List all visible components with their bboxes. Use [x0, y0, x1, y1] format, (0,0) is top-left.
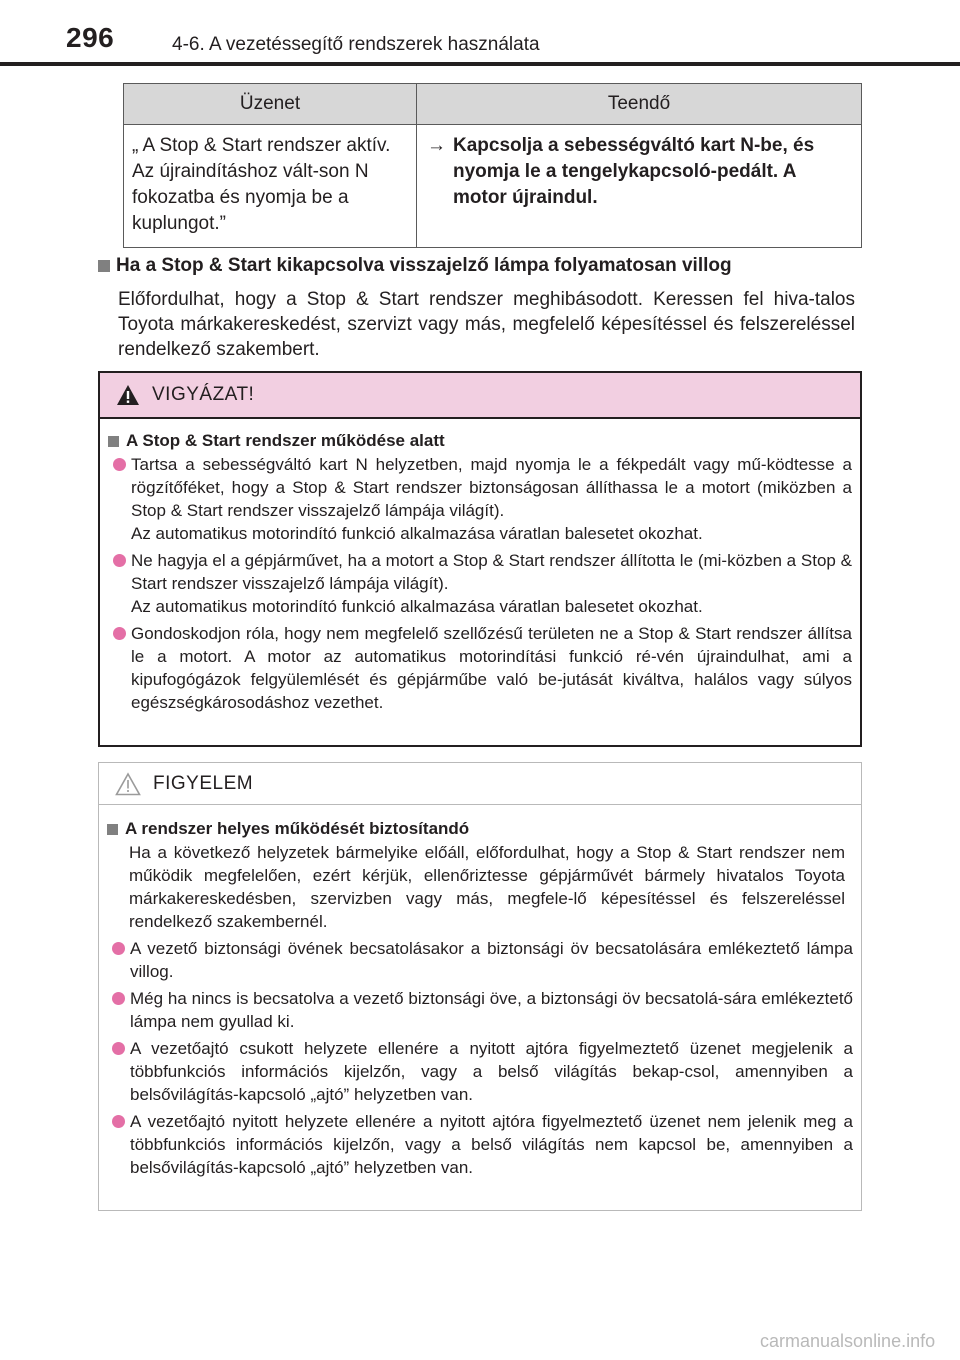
warning-outline-triangle-icon	[115, 772, 141, 796]
column-header-action: Teendő	[417, 84, 862, 125]
column-header-message: Üzenet	[124, 84, 417, 125]
notice-item-text: A vezető biztonsági övének becsatolásakor a biztonsági öv becsatolására emlékeztető lámpa villog.	[130, 939, 853, 981]
message-cell: „ A Stop & Start rendszer aktív. Az újraindításhoz vált-son N fokozatba és nyomja be a kuplungot.”	[124, 125, 417, 248]
warning-triangle-icon	[116, 384, 140, 406]
caution-item-text: Ne hagyja el a gépjárművet, ha a motort a Stop & Start rendszer állította le (mi-közben a Stop & Start rendszer visszajelző lámpája világít). Az automatikus motorindító funkció alkalmazása váratlan balesetet okozhat.	[131, 551, 852, 616]
notice-item-text: Még ha nincs is becsatolva a vezető biztonsági öve, a biztonsági öv becsatolá-sára emlékeztető lámpa nem gyullad ki.	[130, 989, 853, 1031]
notice-item-text: A vezetőajtó nyitott helyzete ellenére a nyitott ajtóra figyelmeztető üzenet nem jelenik meg a többfunkciós információs kijelzőn, vagy a belső világítás nem kapcsol be, amennyiben a belsővilágítás-kapcsoló „ajtó” helyzetben van.	[130, 1112, 853, 1177]
table-row	[124, 125, 862, 248]
caution-header	[100, 373, 860, 419]
square-bullet-icon	[98, 260, 110, 272]
bullet-dot-icon	[113, 554, 126, 567]
list-item	[108, 453, 852, 545]
caution-heading	[108, 431, 852, 451]
notice-box	[98, 762, 862, 1211]
action-cell	[417, 125, 862, 248]
caution-box	[98, 371, 862, 747]
section-title: 4-6. A vezetéssegítő rendszerek használata	[172, 34, 540, 55]
caution-item-text: Tartsa a sebességváltó kart N helyzetben, majd nyomja le a fékpedált vagy mű-ködtesse a rögzítőféket, hogy a Stop & Start rendszer biztonságosan állíthassa le a motort (miközben a Stop & Start rendszer visszajelző lámpája világít). Az automatikus motorindító funkció alkalmazása váratlan balesetet okozhat.	[131, 455, 852, 543]
list-item	[108, 622, 852, 714]
notice-intro: Ha a következő helyzetek bármelyike előáll, előfordulhat, hogy a Stop & Start rendszer nem működik megfelelően, ezért kérjük, ellenőriztesse gépjárművét bármely hivatalos Toyota márkakereskedésben, szervizben vagy más, megfele-lő képesítéssel és felszereléssel rendelkező szakembernél.	[129, 843, 845, 931]
arrow-icon: →	[427, 135, 446, 156]
bullet-dot-icon	[113, 627, 126, 640]
caution-heading-text: A Stop & Start rendszer működése alatt	[126, 431, 445, 450]
caution-item-text: Gondoskodjon róla, hogy nem megfelelő szellőzésű területen ne a Stop & Start rendszer állítsa le a motort. A motor az automatikus motorindítási funkció ré-vén újraindulhat, ami a kipufogógázok felgyülemlését és gépjárműbe való be-jutását kiváltva, halálos vagy súlyos egészségkárosodáshoz vezethet.	[131, 624, 852, 712]
notice-heading	[107, 819, 853, 839]
page-number: 296	[66, 22, 115, 53]
square-bullet-icon	[107, 824, 118, 835]
list-item	[107, 1037, 853, 1106]
list-item	[108, 549, 852, 618]
bullet-dot-icon	[112, 1042, 125, 1055]
action-text: Kapcsolja a sebességváltó kart N-be, és nyomja le a tengelykapcsoló-pedált. A motor újraindul.	[453, 135, 815, 208]
notice-title: FIGYELEM	[153, 772, 254, 794]
bullet-dot-icon	[112, 942, 125, 955]
notice-item-text: A vezetőajtó csukott helyzete ellenére a nyitott ajtóra figyelmeztető üzenet megjelenik a többfunkciós információs kijelzőn, vagy a belső világítás bekap-csol, amennyiben a belsővilágítás-kapcsoló „ajtó” helyzetben van.	[130, 1039, 853, 1104]
list-item	[107, 1110, 853, 1179]
bullet-dot-icon	[112, 992, 125, 1005]
list-item	[107, 987, 853, 1033]
bullet-dot-icon	[112, 1115, 125, 1128]
notice-heading-text: A rendszer helyes működését biztosítandó	[125, 819, 470, 838]
section-heading-text: Ha a Stop & Start kikapcsolva visszajelző lámpa folyamatosan villog	[116, 255, 732, 276]
notice-header	[99, 763, 861, 805]
table-header-row	[124, 84, 862, 125]
section-heading	[98, 255, 732, 277]
page-header	[0, 0, 960, 66]
square-bullet-icon	[108, 436, 119, 447]
notice-body	[99, 805, 861, 1179]
list-item	[107, 937, 853, 983]
watermark: carmanualsonline.info	[760, 1331, 936, 1351]
message-table	[123, 83, 862, 248]
caution-title: VIGYÁZAT!	[152, 384, 255, 405]
section-paragraph: Előfordulhat, hogy a Stop & Start rendszer meghibásodott. Keressen fel hiva-talos Toyota márkakereskedést, szervizt vagy más, megfelelő képesítéssel és felszereléssel rendelkező szakembert.	[118, 289, 855, 360]
bullet-dot-icon	[113, 458, 126, 471]
header-rule	[0, 62, 960, 66]
caution-body	[100, 419, 860, 714]
